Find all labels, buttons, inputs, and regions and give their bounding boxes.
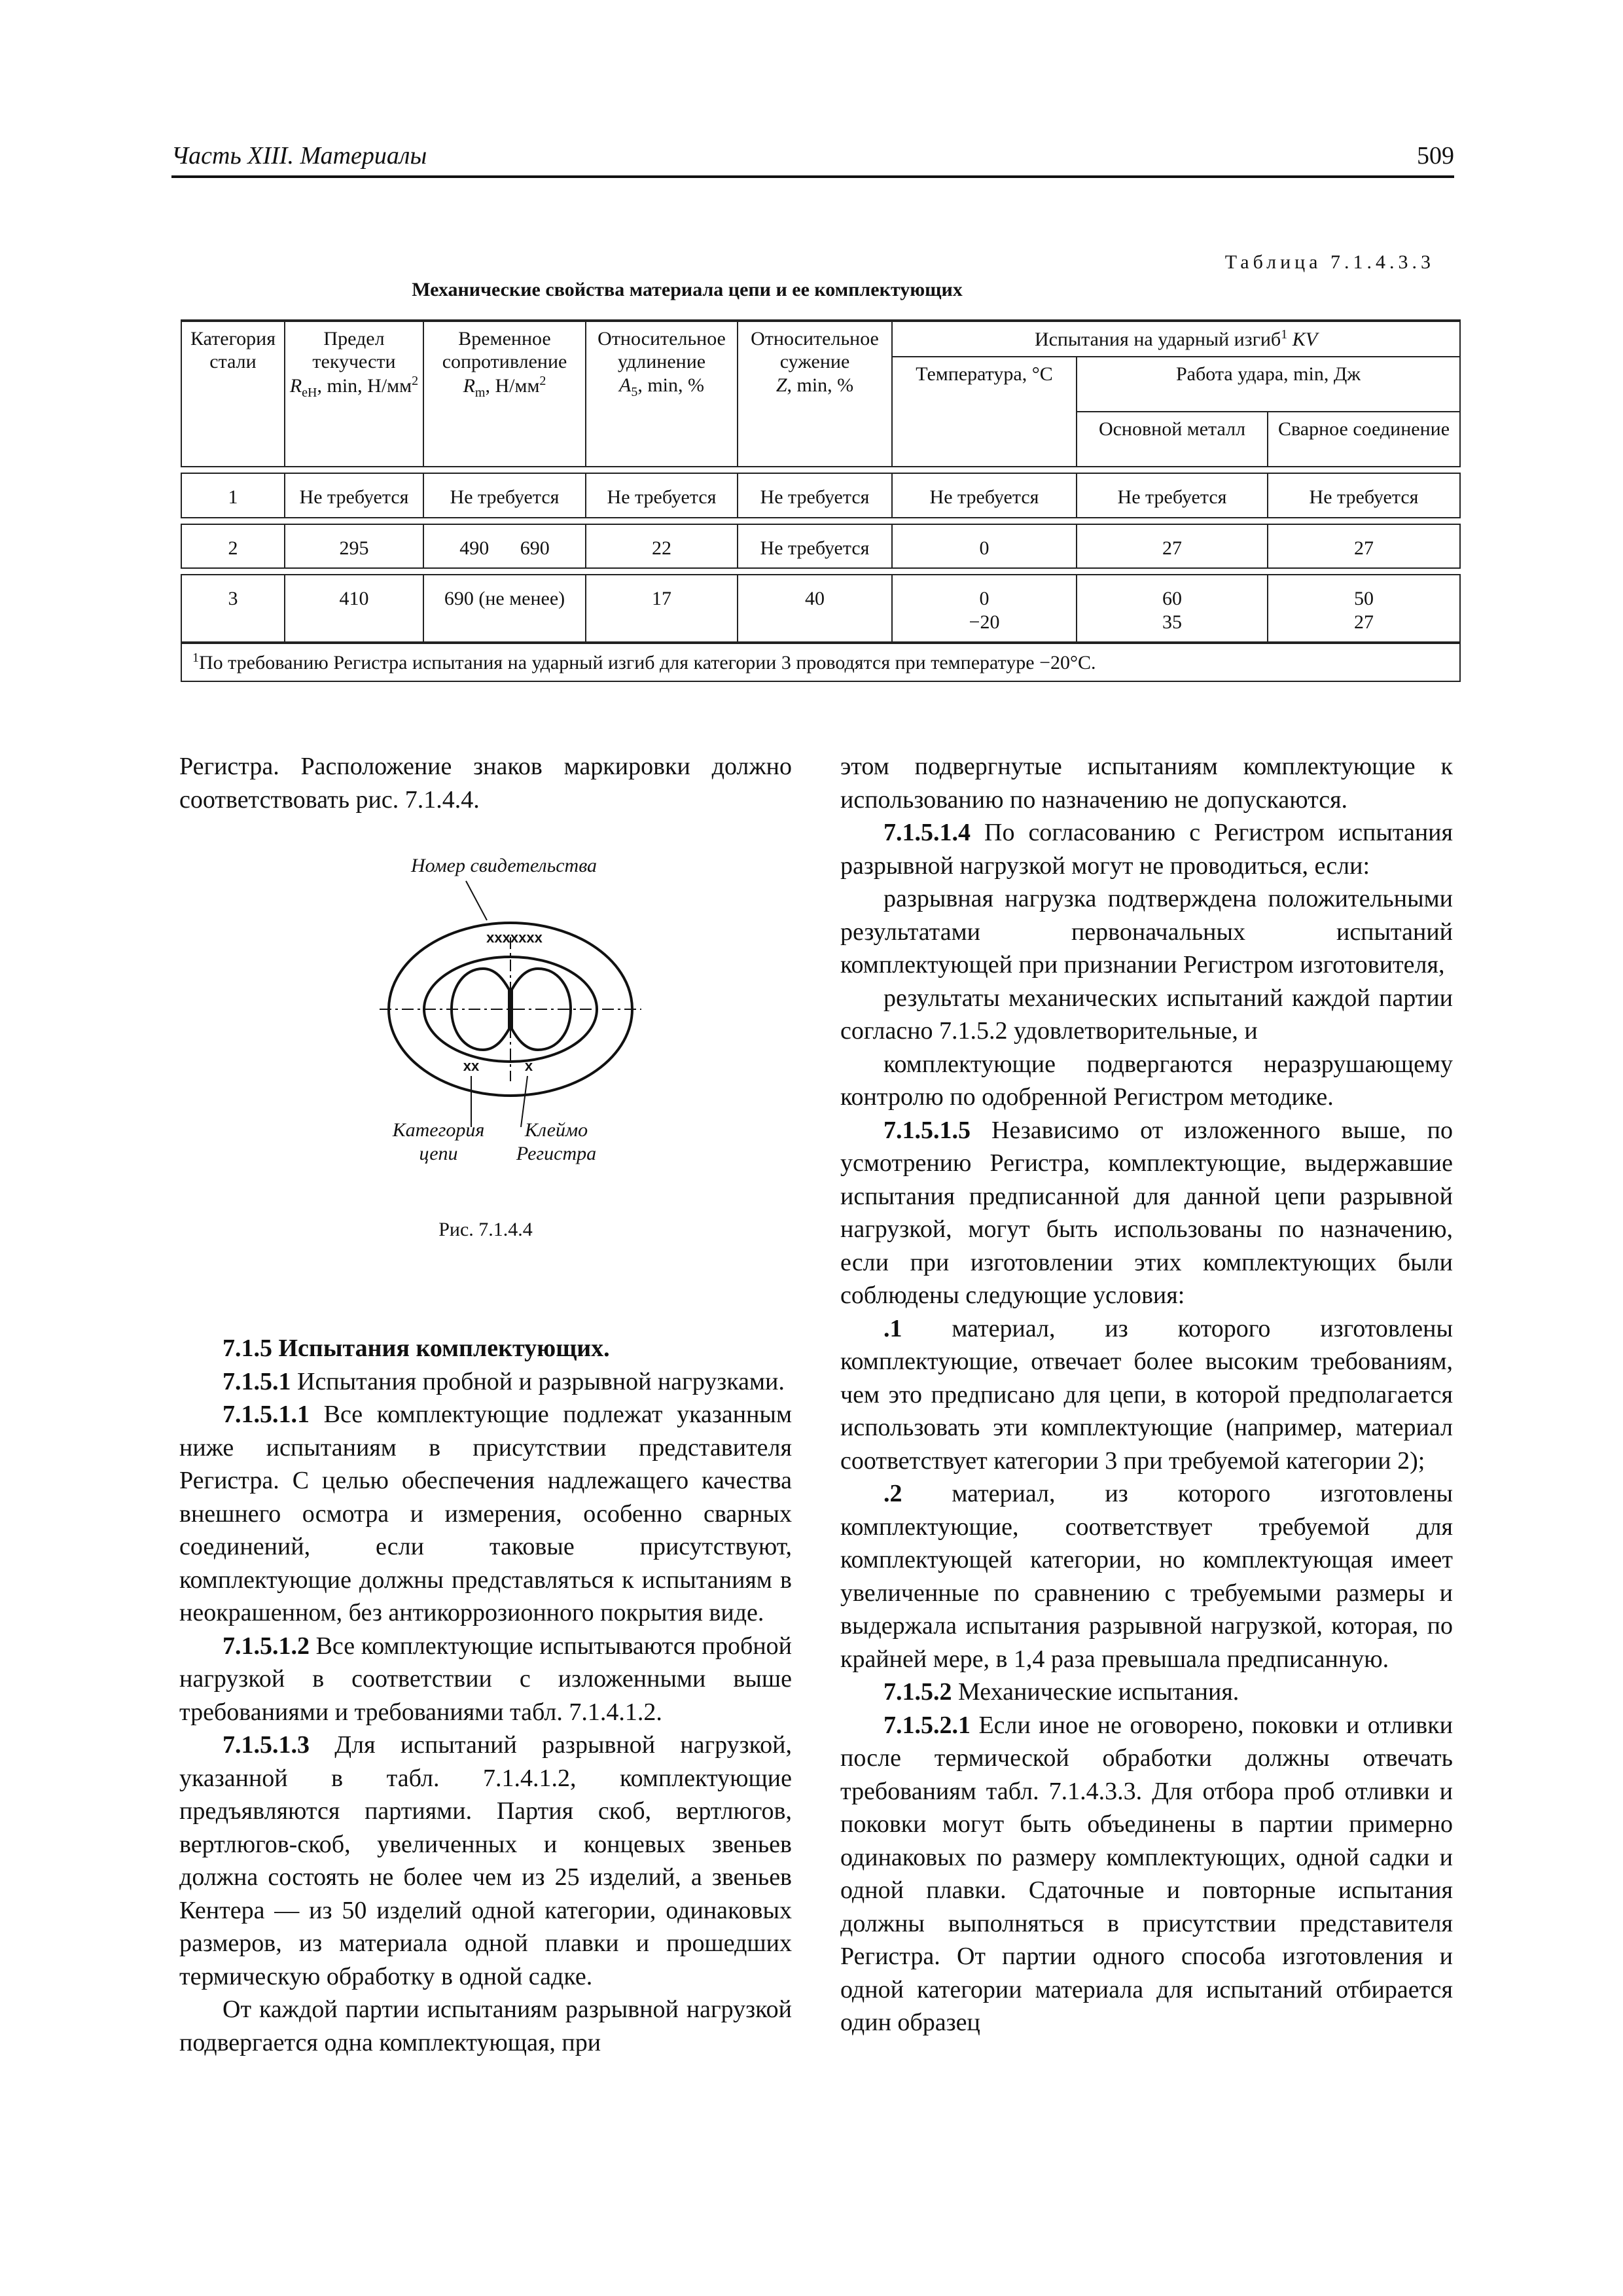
cell-tensile: 690 (не менее) (423, 575, 586, 643)
marking-figure (366, 852, 654, 1166)
condition-item: результаты механических испытаний каждой партии согласно 7.1.5.2 удовлетворительные, и (840, 984, 1453, 1045)
cell-base-metal: Не требуется (1077, 473, 1268, 517)
marks-category: xx (463, 1058, 480, 1074)
paragraph: 7.1.5.1.1 Все комплектующие подлежат указанным ниже испытаниям в присутствии представителя Регистра. С целью обеспечения надлежащего качества внешнего осмотра и измерения, особенно сварных соединений, если таковые присутствуют, комплектующие должны представляться к испытаниям в неокрашенном, без антикоррозионного покрытия виде. (179, 1401, 792, 1626)
cell-elongation: 22 (586, 524, 738, 568)
cell-elongation: 17 (586, 575, 738, 643)
label-register-stamp: Клеймо (524, 1119, 588, 1141)
label-chain-category: Категория (392, 1119, 485, 1141)
cell-base-metal: 27 (1077, 524, 1268, 568)
page-number: 509 (1417, 142, 1454, 170)
paragraph: 7.1.5.2.1 Если иное не оговорено, поковки и отливки после термической обработки должны отвечать требованиям табл. 7.1.4.3.3. Для отбора проб отливки и поковки могут быть объединены в партии примерно одинаковых по размеру комплектующих, одной садки и одной плавки. Сдаточные и повторные испытания должны выполняться в присутствии представителя Регистра. От партии одного способа изготовления и одной категории материала для испытаний отбирается один образец (840, 1711, 1453, 2036)
section-heading: 7.1.5 Испытания комплектующих. (223, 1335, 610, 1362)
header-impact: Испытания на ударный изгиб$^1$ KV (892, 321, 1460, 357)
cell-reduction: Не требуется (738, 473, 892, 517)
cell-tensile: 490 690 (423, 524, 586, 568)
table-footnote: $^1$По требованию Регистра испытания на ударный изгиб для категории 3 проводятся при температуре −20°С. (181, 643, 1460, 681)
subsection-heading: 7.1.5.2 Механические испытания. (883, 1678, 1240, 1706)
row-gap (181, 467, 1460, 473)
table-row (181, 575, 1460, 643)
running-header-part: Часть XIII. Материалы (171, 142, 427, 170)
cell-temperature: 0 −20 (892, 575, 1077, 643)
header-rule (171, 175, 1454, 178)
marks-certificate: xxxxxxx (486, 929, 543, 946)
row-gap (181, 518, 1460, 524)
paragraph: этом подвергнутые испытаниям комплектующие к использованию по назначению не допускаются. (840, 753, 1453, 814)
header-category: Категория стали (181, 321, 285, 467)
cell-tensile: Не требуется (423, 473, 586, 517)
cell-temperature: 0 (892, 524, 1077, 568)
cell-base-metal: 60 35 (1077, 575, 1268, 643)
cell-elongation: Не требуется (586, 473, 738, 517)
cell-yield: 295 (285, 524, 423, 568)
header-elongation: Относительное удлинение $A_5$, min, % (586, 321, 738, 467)
label-certificate-number: Номер свидетельства (410, 855, 597, 876)
paragraph: 7.1.5.1.2 Все комплектующие испытываются пробной нагрузкой в соответствии с изложенными выше требованиями и требованиями табл. 7.1.4.1.2. (179, 1632, 792, 1726)
header-yield: Предел текучести $R_{eH}$, min, $Н/мм^2$ (285, 321, 423, 467)
leader-line (466, 881, 487, 920)
paragraph: От каждой партии испытаниям разрывной нагрузкой подвергается одна комплектующая, при (179, 1996, 792, 2056)
row-gap (181, 568, 1460, 575)
list-item: .2 материал, из которого изготовлены комплектующие, соответствует требуемой для комплектующей категории, но комплектующая имеет увеличенные по сравнению с требуемыми размеры и выдержала испытания разрывной нагрузкой, которая, по крайней мере, в 1,4 раза превышала предписанную. (840, 1480, 1453, 1673)
condition-item: комплектующие подвергаются неразрушающему контролю по одобренной Регистром методике. (840, 1050, 1453, 1111)
paragraph: 7.1.5.1.3 Для испытаний разрывной нагрузкой, указанной в табл. 7.1.4.1.2, комплектующие предъявляются партиями. Партия скоб, вертлюгов, вертлюгов-скоб, увеличенных и концевых звеньев должна состоять не более чем из 25 изделий, а звеньев Кентера — из 50 изделий одной категории, одинаковых размеров, из материала одной плавки и прошедших термическую обработку в одной садке. (179, 1731, 792, 1990)
mechanical-properties-table (181, 319, 1461, 682)
label-register-stamp-2: Регистра (516, 1143, 597, 1164)
table-row (181, 473, 1460, 517)
header-temperature: Температура, °С (892, 357, 1077, 467)
cell-yield: 410 (285, 575, 423, 643)
cell-weld: 50 27 (1268, 575, 1460, 643)
paragraph: 7.1.5.1.5 Независимо от изложенного выше, по усмотрению Регистра, комплектующие, выдержавшие испытания предписанной для данной цепи разрывной нагрузкой, могут быть использованы по назначению, если при изготовлении этих комплектующих были соблюдены следующие условия: (840, 1116, 1453, 1309)
cell-category: 1 (181, 473, 285, 517)
paragraph: Регистра. Расположение знаков маркировки должно соответствовать рис. 7.1.4.4. (179, 753, 792, 814)
paragraph: 7.1.5.1 Испытания пробной и разрывной нагрузками. (223, 1367, 785, 1395)
cell-category: 3 (181, 575, 285, 643)
cell-weld: Не требуется (1268, 473, 1460, 517)
condition-item: разрывная нагрузка подтверждена положительными результатами первоначальных испытаний комплектующей при признании Регистром изготовителя, (840, 885, 1453, 978)
list-item: .1 материал, из которого изготовлены комплектующие, отвечает более высоким требованиям, чем это предписано для цепи, в которой предполагается использовать эти комплектующие (например, материал соответствует категории 3 при требуемой категории 2); (840, 1314, 1453, 1475)
marks-stamp: x (524, 1058, 533, 1074)
label-chain-category-2: цепи (419, 1143, 458, 1164)
table-row (181, 524, 1460, 568)
cell-weld: 27 (1268, 524, 1460, 568)
right-column (840, 750, 1453, 2039)
table-title: Механические свойства материала цепи и ее комплектующих (412, 279, 963, 300)
table-number: Таблица 7.1.4.3.3 (1224, 251, 1435, 273)
header-work: Работа удара, min, Дж (1077, 357, 1460, 412)
cell-yield: Не требуется (285, 473, 423, 517)
cell-reduction: 40 (738, 575, 892, 643)
header-tensile: Временное сопротивление $R_m$, $Н/мм^2$ (423, 321, 586, 467)
figure-caption: Рис. 7.1.4.4 (438, 1219, 533, 1240)
header-reduction: Относительное сужение Z, min, % (738, 321, 892, 467)
cell-reduction: Не требуется (738, 524, 892, 568)
paragraph: 7.1.5.1.4 По согласованию с Регистром испытания разрывной нагрузкой могут не проводиться, если: (840, 819, 1453, 880)
cell-temperature: Не требуется (892, 473, 1077, 517)
header-base-metal: Основной металл (1077, 412, 1268, 467)
cell-category: 2 (181, 524, 285, 568)
header-weld: Сварное соединение (1268, 412, 1460, 467)
